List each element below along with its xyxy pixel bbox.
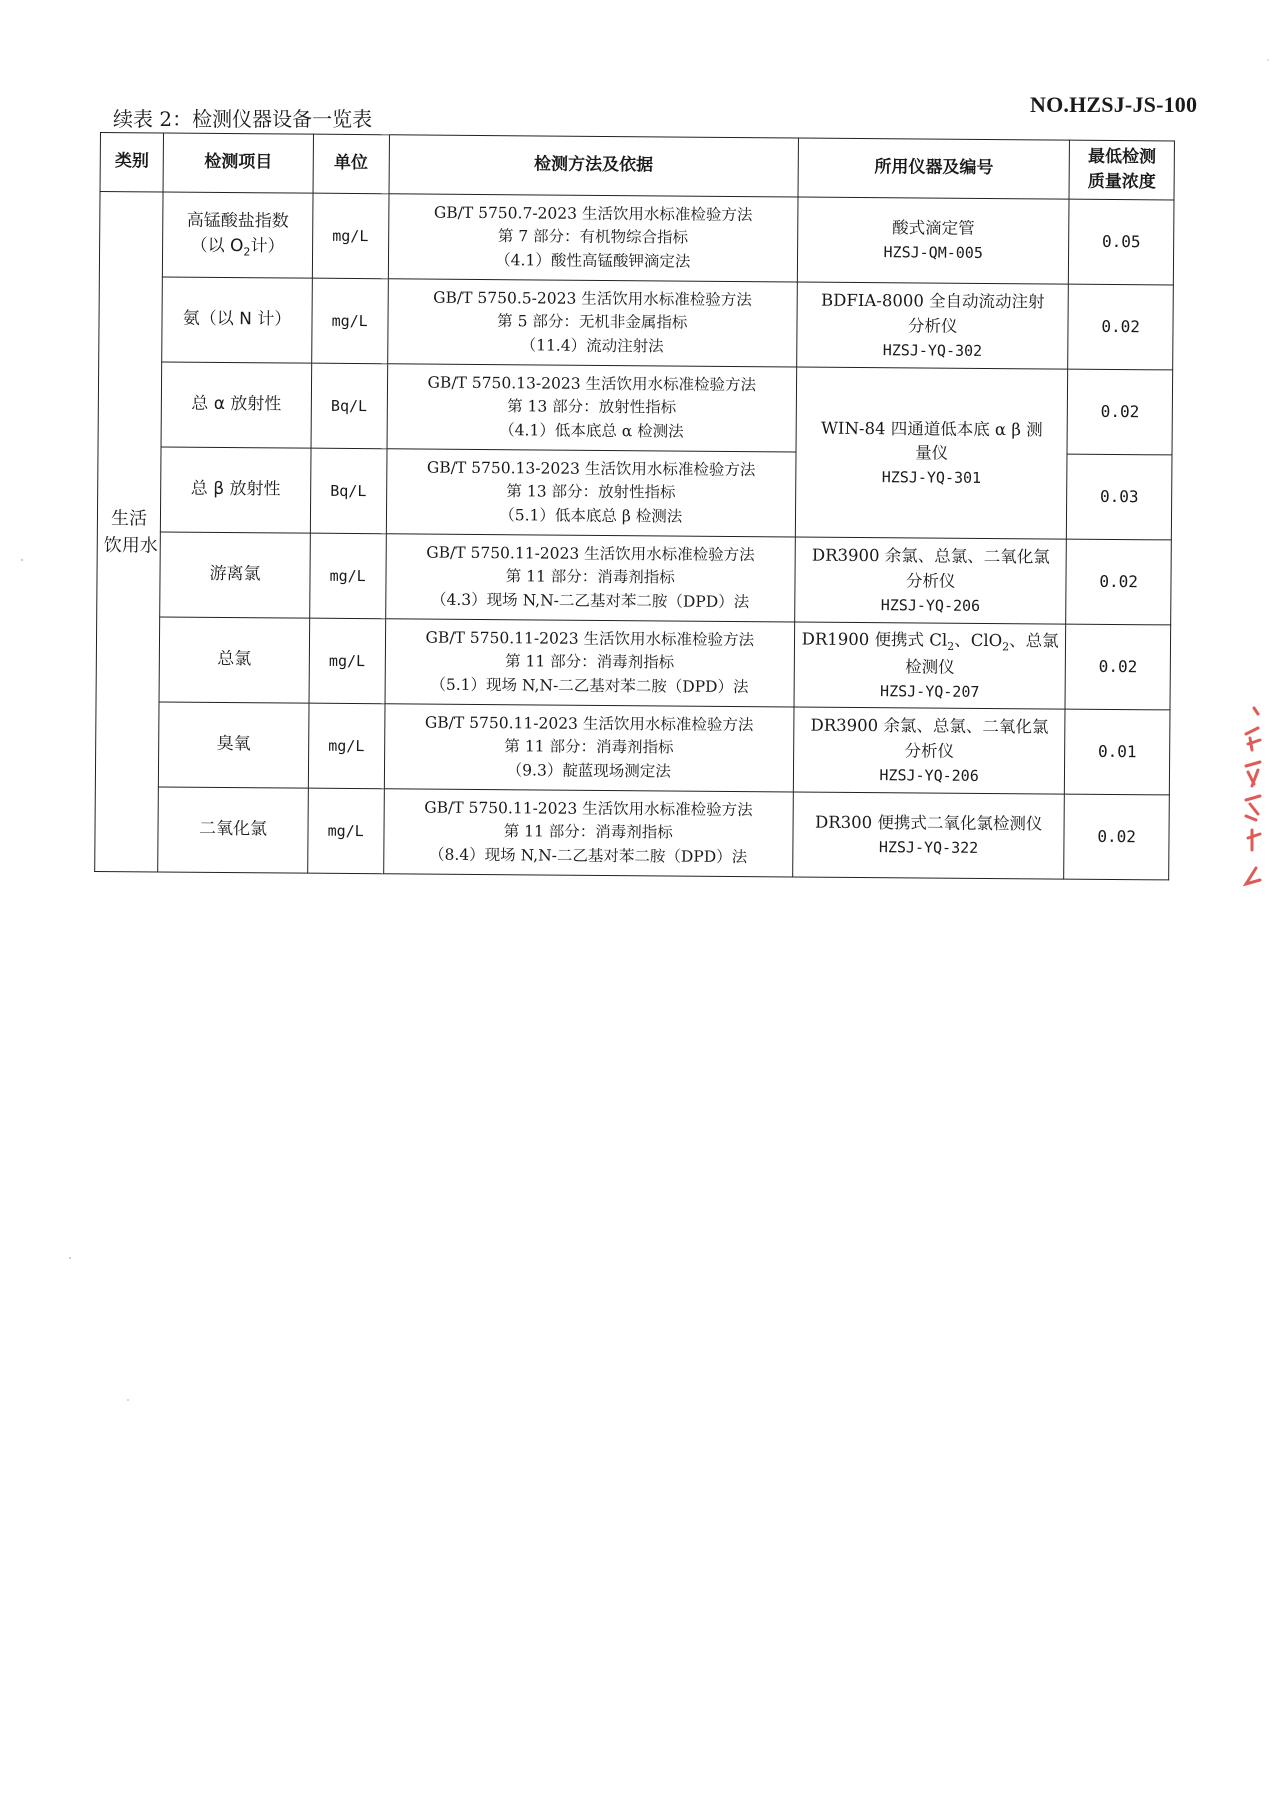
table-row	[99, 276, 1174, 369]
method-line3: （9.3）靛蓝现场测定法	[506, 760, 671, 781]
method-cell	[387, 279, 797, 367]
instrument-cell	[795, 537, 1067, 624]
seal-stamp-fragment	[1240, 700, 1264, 890]
method-cell	[383, 789, 793, 877]
limit-cell: 0.02	[1068, 284, 1173, 370]
limit-cell: 0.02	[1064, 794, 1169, 880]
instrument-line1-c: 、总氯	[1009, 631, 1059, 651]
header-limit-line1: 最低检测	[1087, 146, 1157, 167]
limit-cell: 0.02	[1066, 539, 1171, 625]
item-line2-tail: 计）	[250, 236, 285, 257]
header-limit	[1069, 140, 1174, 200]
method-line1: GB/T 5750.13-2023 生活饮用水标准检验方法	[426, 458, 756, 480]
instrument-line1	[801, 627, 1060, 656]
instrument-line3: HZSJ-YQ-207	[880, 681, 980, 701]
item-subscript: 2	[243, 245, 251, 259]
method-line2: 第 11 部分：消毒剂指标	[505, 567, 675, 587]
method-line2: 第 11 部分：消毒剂指标	[503, 822, 673, 842]
method-cell	[385, 534, 795, 622]
method-line2: 第 5 部分：无机非金属指标	[497, 312, 688, 332]
item-cell: 氨（以 N 计）	[162, 277, 312, 363]
item-line1: 高锰酸盐指数	[186, 210, 289, 232]
instrument-line1: DR3900 余氯、总氯、二氧化氯	[811, 545, 1050, 567]
method-line2: 第 13 部分：放射性指标	[506, 482, 676, 502]
instrument-cell	[793, 792, 1065, 879]
unit-cell: mg/L	[309, 533, 386, 619]
method-cell	[385, 619, 795, 707]
method-line2: 第 11 部分：消毒剂指标	[505, 652, 675, 672]
unit-cell: Bq/L	[310, 448, 387, 534]
category-line2: 饮用水	[103, 534, 158, 556]
method-cell	[387, 364, 797, 452]
instrument-line1: 酸式滴定管	[892, 218, 975, 239]
instrument-line1-a: DR1900 便携式 Cl	[801, 629, 948, 650]
instrument-line2: 量仪	[915, 443, 949, 463]
header-instrument: 所用仪器及编号	[798, 138, 1070, 199]
table-caption: 续表 2：检测仪器设备一览表	[113, 107, 373, 131]
instrument-line2: HZSJ-YQ-322	[878, 838, 979, 858]
method-line1: GB/T 5750.11-2023 生活饮用水标准检验方法	[425, 628, 755, 650]
instrument-line1: DR300 便携式二氧化氯检测仪	[814, 813, 1043, 834]
method-line1: GB/T 5750.11-2023 生活饮用水标准检验方法	[426, 543, 755, 565]
method-line3: （5.1）现场 N,N-二乙基对苯二胺（DPD）法	[430, 675, 749, 696]
item-line2	[169, 234, 306, 262]
instrument-cell	[794, 622, 1066, 709]
method-line3: （4.1）低本底总 α 检测法	[499, 420, 684, 441]
limit-cell: 0.02	[1067, 369, 1172, 455]
method-line3: （5.1）低本底总 β 检测法	[499, 505, 683, 526]
instrument-line1-b: 、ClO	[954, 630, 1003, 651]
instrument-line1: WIN-84 四通道低本底 α β 测	[820, 418, 1043, 439]
unit-cell: mg/L	[312, 193, 389, 279]
table-row	[98, 361, 1173, 454]
instrument-table-wrapper	[94, 132, 1175, 880]
method-line3: （8.4）现场 N,N-二乙基对苯二胺（DPD）法	[428, 845, 748, 866]
limit-cell: 0.03	[1067, 454, 1172, 540]
item-cell: 游离氯	[160, 532, 310, 618]
item-cell: 二氧化氯	[158, 787, 308, 873]
item-line2-head: （以 O	[190, 236, 244, 257]
instrument-line1: DR3900 余氯、总氯、二氧化氯	[810, 715, 1049, 737]
instrument-line2: 检测仪	[905, 657, 955, 677]
method-line3: （4.3）现场 N,N-二乙基对苯二胺（DPD）法	[430, 590, 750, 611]
method-line1: GB/T 5750.7-2023 生活饮用水标准检验方法	[433, 203, 753, 225]
limit-cell: 0.02	[1065, 624, 1170, 710]
instrument-line2: 分析仪	[907, 316, 958, 336]
instrument-line3: HZSJ-YQ-206	[880, 595, 981, 615]
table-row	[95, 701, 1170, 794]
instrument-line1: BDFIA-8000 全自动流动注射	[820, 290, 1045, 312]
document-number: NO.HZSJ-JS-100	[1030, 92, 1198, 117]
method-line2: 第 7 部分：有机物综合指标	[497, 227, 689, 247]
table-row	[97, 531, 1172, 624]
instrument-cell	[793, 707, 1065, 794]
table-row	[96, 616, 1171, 709]
method-line3: （11.4）流动注射法	[520, 335, 664, 356]
category-cell	[95, 192, 164, 872]
header-unit: 单位	[313, 134, 389, 194]
table-header-row	[100, 133, 1174, 200]
method-line1: GB/T 5750.11-2023 生活饮用水标准检验方法	[424, 798, 753, 820]
instrument-line2: HZSJ-QM-005	[883, 243, 983, 263]
method-line2: 第 11 部分：消毒剂指标	[504, 737, 674, 757]
instrument-line3: HZSJ-YQ-301	[881, 468, 982, 487]
method-line1: GB/T 5750.5-2023 生活饮用水标准检验方法	[433, 288, 752, 310]
item-cell: 总 β 放射性	[161, 447, 311, 533]
instrument-cell	[797, 282, 1069, 369]
method-cell	[386, 449, 796, 537]
method-line3: （4.1）酸性高锰酸钾滴定法	[495, 250, 691, 271]
unit-cell: mg/L	[309, 618, 386, 704]
item-cell: 总氯	[159, 617, 309, 703]
item-cell: 总 α 放射性	[161, 362, 311, 448]
instrument-subscript-2: 2	[1002, 640, 1010, 654]
unit-cell: mg/L	[308, 703, 385, 789]
table-row	[95, 786, 1170, 879]
limit-cell: 0.05	[1069, 199, 1174, 285]
header-item: 检测项目	[163, 133, 313, 193]
method-line1: GB/T 5750.13-2023 生活饮用水标准检验方法	[427, 373, 757, 395]
header-method: 检测方法及依据	[389, 135, 799, 197]
method-line2: 第 13 部分：放射性指标	[507, 397, 677, 417]
unit-cell: mg/L	[307, 788, 384, 874]
category-line1: 生活	[110, 507, 148, 529]
table-row	[99, 192, 1174, 285]
header-limit-line2: 质量浓度	[1087, 171, 1156, 193]
method-cell	[388, 194, 798, 282]
method-cell	[384, 704, 794, 792]
limit-cell: 0.01	[1065, 709, 1170, 795]
unit-cell: Bq/L	[311, 363, 388, 449]
header-category: 类别	[100, 133, 164, 192]
unit-cell: mg/L	[311, 278, 388, 364]
instrument-line3: HZSJ-YQ-206	[879, 765, 979, 785]
item-cell	[163, 192, 313, 278]
instrument-cell-radiation	[795, 367, 1068, 539]
method-line1: GB/T 5750.11-2023 生活饮用水标准检验方法	[424, 713, 754, 735]
instrument-cell	[797, 197, 1069, 284]
item-cell: 臭氧	[159, 702, 309, 788]
instrument-line3: HZSJ-YQ-302	[882, 340, 983, 360]
instrument-line2: 分析仪	[905, 571, 956, 591]
instrument-subscript-1: 2	[947, 639, 955, 653]
instrument-table	[94, 132, 1175, 880]
instrument-line2: 分析仪	[904, 741, 955, 761]
